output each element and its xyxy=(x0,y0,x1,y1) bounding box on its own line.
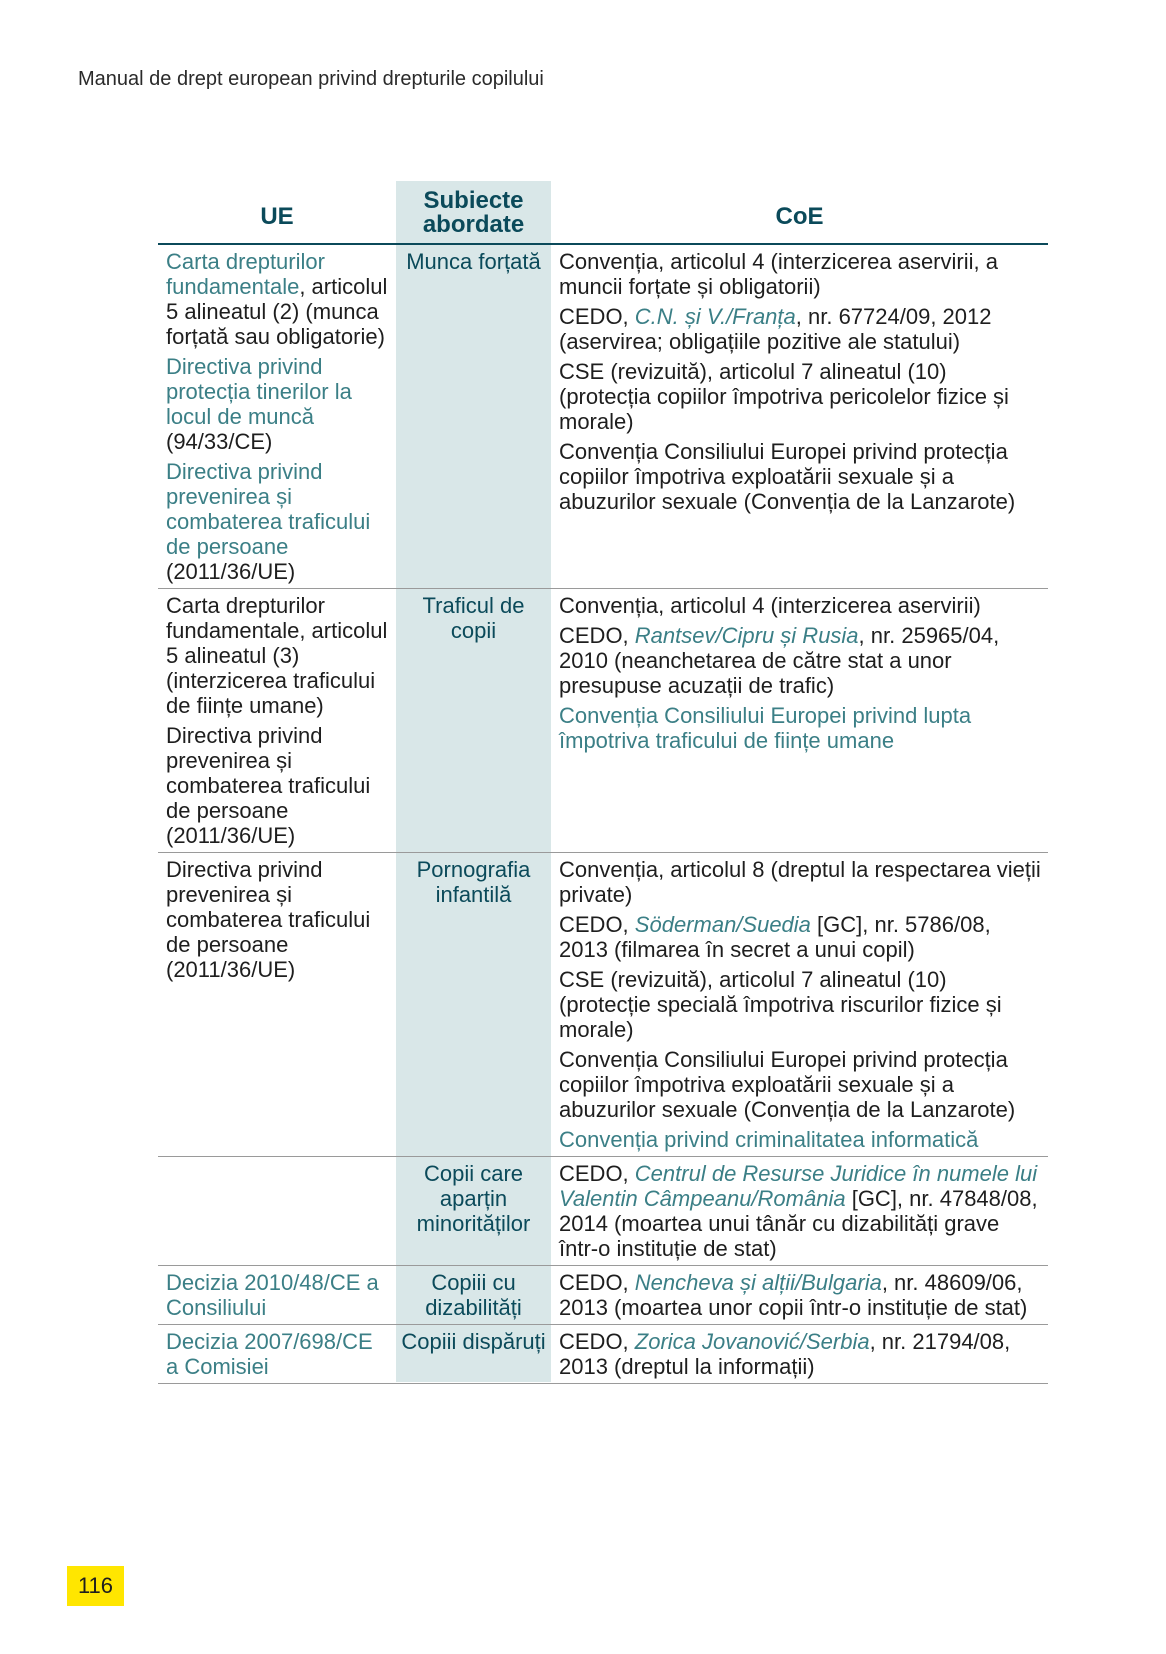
ue-entry xyxy=(166,249,390,349)
subject-cell: Pornografia infantilă xyxy=(396,853,551,1157)
coe-entry xyxy=(559,967,1042,1042)
case-link[interactable]: Söderman/Suedia xyxy=(634,912,811,937)
coe-text: CEDO, xyxy=(559,1329,635,1354)
subject-cell: Traficul de copii xyxy=(396,589,551,853)
ue-link[interactable]: Decizia 2010/48/CE a Consiliului xyxy=(166,1270,379,1320)
coe-entry xyxy=(559,1161,1042,1261)
coe-entry xyxy=(559,439,1042,514)
coe-text: Convenția Consiliului Europei privind protecția copiilor împotriva exploatării sexuale și a abuzurilor sexuale (Convenția de la Lanzarote) xyxy=(559,439,1016,514)
subject-cell: Copiii dispăruți xyxy=(396,1325,551,1384)
case-link[interactable]: Nencheva și alții/Bulgaria xyxy=(634,1270,882,1295)
coe-text: , nr. 21794/08, 2013 (dreptul la informații) xyxy=(559,1329,1011,1379)
coe-entry xyxy=(559,623,1042,698)
coe-entry xyxy=(559,703,1042,753)
table-header-row xyxy=(158,181,1048,244)
coe-text: Convenția, articolul 4 (interzicerea aservirii, a muncii forțate și obligatorii) xyxy=(559,249,998,299)
header-coe: CoE xyxy=(551,181,1048,244)
coe-cell xyxy=(551,853,1048,1157)
coe-text: CEDO, xyxy=(559,623,635,648)
ue-text: (2011/36/UE) xyxy=(166,559,296,584)
coe-entry xyxy=(559,249,1042,299)
coe-entry xyxy=(559,1270,1042,1320)
ue-entry: Directiva privind prevenirea și combaterea traficului de persoane (2011/36/UE) xyxy=(166,723,371,848)
coe-cell xyxy=(551,1325,1048,1384)
coe-text: CSE (revizuită), articolul 7 alineatul (10) (protecție specială împotriva riscurilor fizice și morale) xyxy=(559,967,1002,1042)
coe-link[interactable]: Convenția Consiliului Europei privind lupta împotriva traficului de ființe umane xyxy=(559,703,972,753)
coe-text: , nr. 67724/09, 2012 (aservirea; obligațiile pozitive ale statului) xyxy=(559,304,992,354)
coe-cell xyxy=(551,1266,1048,1325)
case-link[interactable]: Rantsev/Cipru și Rusia xyxy=(634,623,859,648)
ue-link[interactable]: Directiva privind protecția tinerilor la locul de muncă xyxy=(166,354,352,429)
coe-text: Convenția Consiliului Europei privind protecția copiilor împotriva exploatării sexuale și a abuzurilor sexuale (Convenția de la Lanzarote) xyxy=(559,1047,1016,1122)
coe-entry xyxy=(559,912,1042,962)
ue-entry: Directiva privind prevenirea și combaterea traficului de persoane (2011/36/UE) xyxy=(166,857,371,982)
table-row xyxy=(158,853,1048,1157)
coe-text: , nr. 48609/06, 2013 (moartea unor copii într-o instituție de stat) xyxy=(559,1270,1028,1320)
table-row xyxy=(158,589,1048,853)
ue-link[interactable]: Directiva privind prevenirea și combaterea traficului de persoane xyxy=(166,459,371,559)
running-header: Manual de drept european privind drepturile copilului xyxy=(78,68,544,90)
table-row xyxy=(158,1157,1048,1266)
table-row xyxy=(158,244,1048,589)
ue-entry: Carta drepturilor fundamentale, articolul 5 alineatul (3) (interzicerea traficului de ființe umane) xyxy=(166,593,388,718)
coe-text: Convenția, articolul 4 (interzicerea aservirii) xyxy=(559,593,981,618)
coe-text: , nr. 25965/04, 2010 (neanchetarea de către stat a unor presupuse acuzații de trafic) xyxy=(559,623,1000,698)
coe-text: CEDO, xyxy=(559,1161,635,1186)
ue-cell xyxy=(158,589,396,853)
ue-cell xyxy=(158,853,396,1157)
coe-text: [GC], nr. 5786/08, 2013 (filmarea în secret a unui copil) xyxy=(559,912,991,962)
overview-table xyxy=(158,181,1048,1384)
coe-link[interactable]: Convenția privind criminalitatea informatică xyxy=(559,1127,979,1152)
coe-entry xyxy=(559,1329,1042,1379)
coe-entry xyxy=(559,1127,1042,1152)
coe-entry xyxy=(559,1047,1042,1122)
coe-entry xyxy=(559,359,1042,434)
subject-cell: Munca forțată xyxy=(396,244,551,589)
coe-entry xyxy=(559,304,1042,354)
coe-cell xyxy=(551,589,1048,853)
coe-text: Convenția, articolul 8 (dreptul la respectarea vieții private) xyxy=(559,857,1041,907)
coe-text: CEDO, xyxy=(559,304,635,329)
case-link[interactable]: Centrul de Resurse Juridice în numele lui Valentin Câmpeanu/România xyxy=(559,1161,1038,1211)
ue-link[interactable]: Decizia 2007/698/CE a Comisiei xyxy=(166,1329,373,1379)
coe-entry xyxy=(559,857,1042,907)
subject-cell: Copii care aparțin minorităților xyxy=(396,1157,551,1266)
coe-cell xyxy=(551,244,1048,589)
ue-text: (94/33/CE) xyxy=(166,429,273,454)
ue-link[interactable]: Carta drepturilor fundamentale xyxy=(166,249,325,299)
ue-cell xyxy=(158,1266,396,1325)
coe-text: [GC], nr. 47848/08, 2014 (moartea unui tânăr cu dizabilități grave într-o instituție de stat) xyxy=(559,1186,1038,1261)
coe-text: CSE (revizuită), articolul 7 alineatul (10) (protecția copiilor împotriva pericolelor fizice și morale) xyxy=(559,359,1009,434)
coe-text: CEDO, xyxy=(559,1270,635,1295)
ue-cell xyxy=(158,244,396,589)
ue-cell xyxy=(158,1325,396,1384)
table-row xyxy=(158,1266,1048,1325)
coe-text: CEDO, xyxy=(559,912,635,937)
header-subjects: Subiecte abordate xyxy=(396,181,551,244)
subject-cell: Copiii cu dizabilități xyxy=(396,1266,551,1325)
coe-entry xyxy=(559,593,1042,618)
ue-entry xyxy=(166,459,390,584)
header-ue: UE xyxy=(158,181,396,244)
ue-cell xyxy=(158,1157,396,1266)
case-link[interactable]: C.N. și V./Franța xyxy=(634,304,796,329)
coe-cell xyxy=(551,1157,1048,1266)
ue-text: , articolul 5 alineatul (2) (munca forțată sau obligatorie) xyxy=(166,274,388,349)
table-row xyxy=(158,1325,1048,1384)
case-link[interactable]: Zorica Jovanović/Serbia xyxy=(634,1329,870,1354)
page-number: 116 xyxy=(67,1566,124,1606)
ue-entry xyxy=(166,354,390,454)
